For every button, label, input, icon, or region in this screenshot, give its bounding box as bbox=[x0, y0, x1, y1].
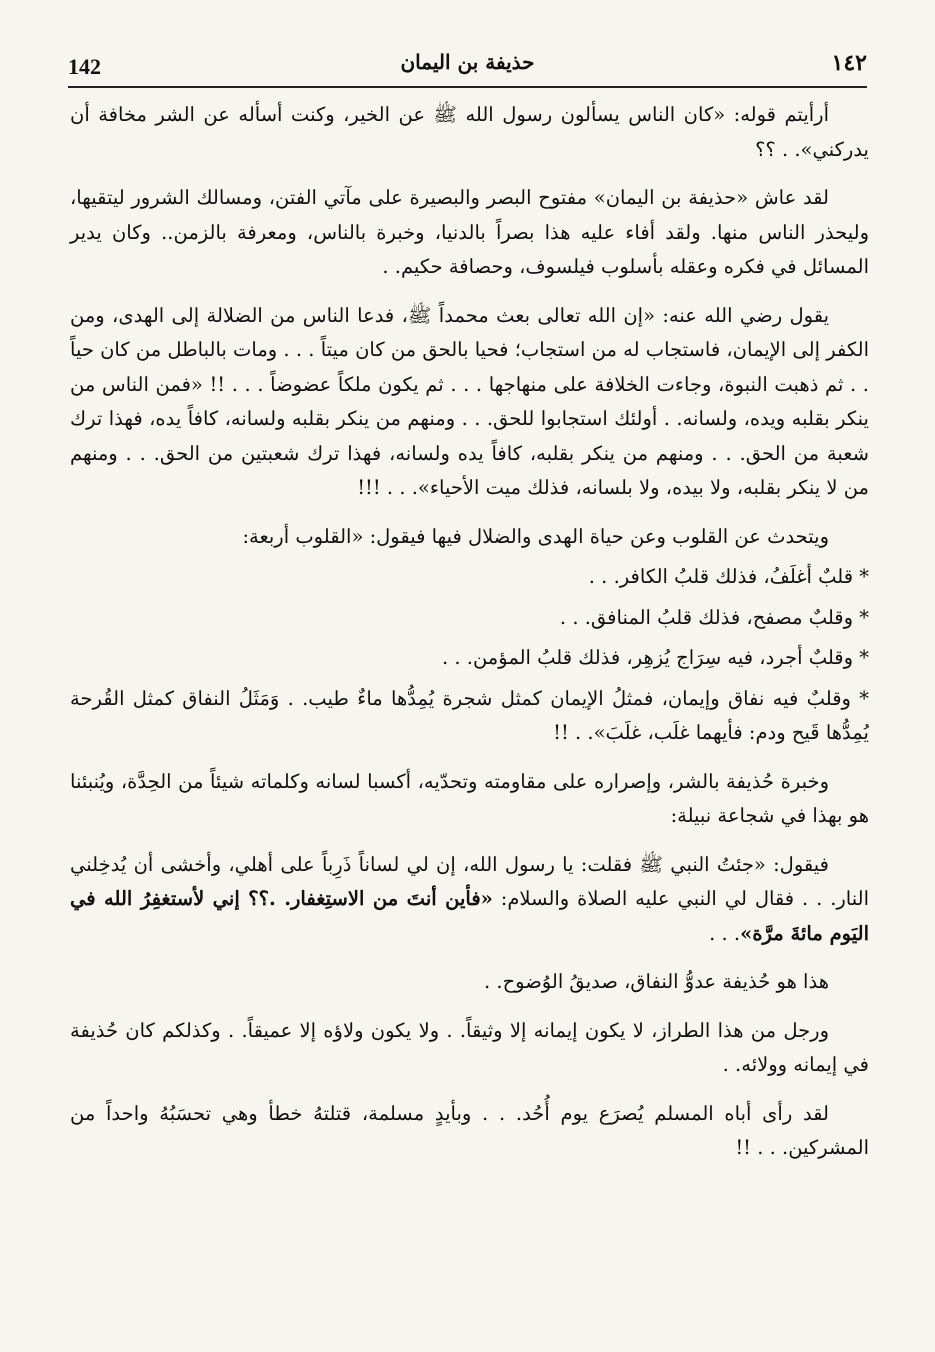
paragraph: أرأيتم قوله: «كان الناس يسألون رسول الله ﷺ عن الخير، وكنت أسأله عن الشر مخافة أن يدركني». . ؟؟ bbox=[70, 103, 869, 161]
paragraph: لقد عاش «حذيفة بن اليمان» مفتوح البصر والبصيرة على مآتي الفتن، ومسالك الشرور ليتقيها، وليحذر الناس منها. ولقد أفاء عليه هذا بصراً بالدنيا، وخبرة بالناس، ومعرفة بالزمن.. وكان يدير المسائل في فكره وعقله بأسلوب فيلسوف، وحصافة حكيم. . bbox=[70, 186, 869, 278]
paragraph: ورجل من هذا الطراز، لا يكون إيمانه إلا وثيقاً. . ولا يكون ولاؤه إلا عميقاً. . وكذلكم كان حُذيفة في إيمانه وولائه. . bbox=[70, 1018, 869, 1076]
page-number-arabic: ١٤٢ bbox=[831, 50, 867, 76]
page-number-latin: 142 bbox=[68, 54, 101, 79]
page-header bbox=[68, 40, 867, 86]
paragraph: وخبرة حُذيفة بالشر، وإصراره على مقاومته وتحدّيه، أكسبا لسانه وكلماته شيئاً من الحِدَّة، ويُنبئنا هو بهذا في شجاعة نبيلة: bbox=[70, 769, 869, 827]
running-title: حذيفة بن اليمان bbox=[400, 50, 535, 74]
paragraph-quote bbox=[70, 848, 869, 952]
paragraph: هذا هو حُذيفة عدوُّ النفاق، صديقُ الوُضوح. . bbox=[483, 970, 829, 993]
hadith-bold-text: «فأين أنتَ من الاستِغفار. .؟؟ إني لأستغفِرُ الله في اليَوم مائةَ مرَّة» bbox=[70, 887, 869, 945]
list-item: * وقلبٌ أجرد، فيه سِرَاج يُزهِر، فذلك قلبُ المؤمن. . . bbox=[441, 646, 869, 669]
list-item: * قلبٌ أغلَفُ، فذلك قلبُ الكافر. . . bbox=[588, 565, 869, 588]
page-body bbox=[70, 98, 869, 1180]
quote-ellipsis: . . . bbox=[709, 921, 741, 945]
paragraph: يقول رضي الله عنه: «إن الله تعالى بعث محمداً ﷺ، فدعا الناس من الضلالة إلى الهدى، ومن الكفر إلى الإيمان، فاستجاب له من استجاب؛ فحيا بالحق من كان ميتاً . . . ومات بالباطل من كان حياً . . ثم ذهبت النبوة، وجاءت الخلافة على منهاجها . . . ثم يكون ملكاً عضوضاً . . . !! «فمن الناس من ينكر بقلبه ويده، ولسانه. . أولئك استجابوا للحق. . . ومنهم من ينكر بقلبه ولسانه، كافاً يده، فهذا ترك شعبة من الحق. . . ومنهم من ينكر بقلبه، كافاً يده ولسانه، فهذا ترك شعبتين من الحق. . . ومنهم من لا ينكر بقلبه، ولا بيده، ولا بلسانه، فذلك ميت الأحياء». . . !!! bbox=[70, 303, 869, 499]
header-rule bbox=[68, 86, 867, 88]
paragraph: ويتحدث عن القلوب وعن حياة الهدى والضلال فيها فيقول: «القلوب أربعة: bbox=[242, 524, 829, 548]
list-item: * وقلبٌ مصفح، فذلك قلبُ المنافق. . . bbox=[559, 605, 869, 629]
list-item: * وقلبٌ فيه نفاق وإيمان، فمثلُ الإيمان كمثل شجرة يُمِدُّها ماءٌ طيب. . وَمَثَلُ النفاق كمثل القُرحة يُمِدُّها قَيح ودم: فأيهما غلَب، غلَبَ». . !! bbox=[70, 686, 869, 744]
quote-text: فيقول: «جئتُ النبي ﷺ فقلت: يا رسول الله، إن لي لساناً ذَرِباً على أهلي، وأخشى أن يُدخِلني النار. . . فقال لي النبي عليه الصلاة والسلام: bbox=[70, 852, 869, 910]
paragraph: لقد رأى أباه المسلم يُصرَع يوم أُحُد. . . وبأيدٍ مسلمة، قتلتهُ خطأ وهي تحسَبُهُ واحداً من المشركين. . . !! bbox=[70, 1101, 869, 1159]
